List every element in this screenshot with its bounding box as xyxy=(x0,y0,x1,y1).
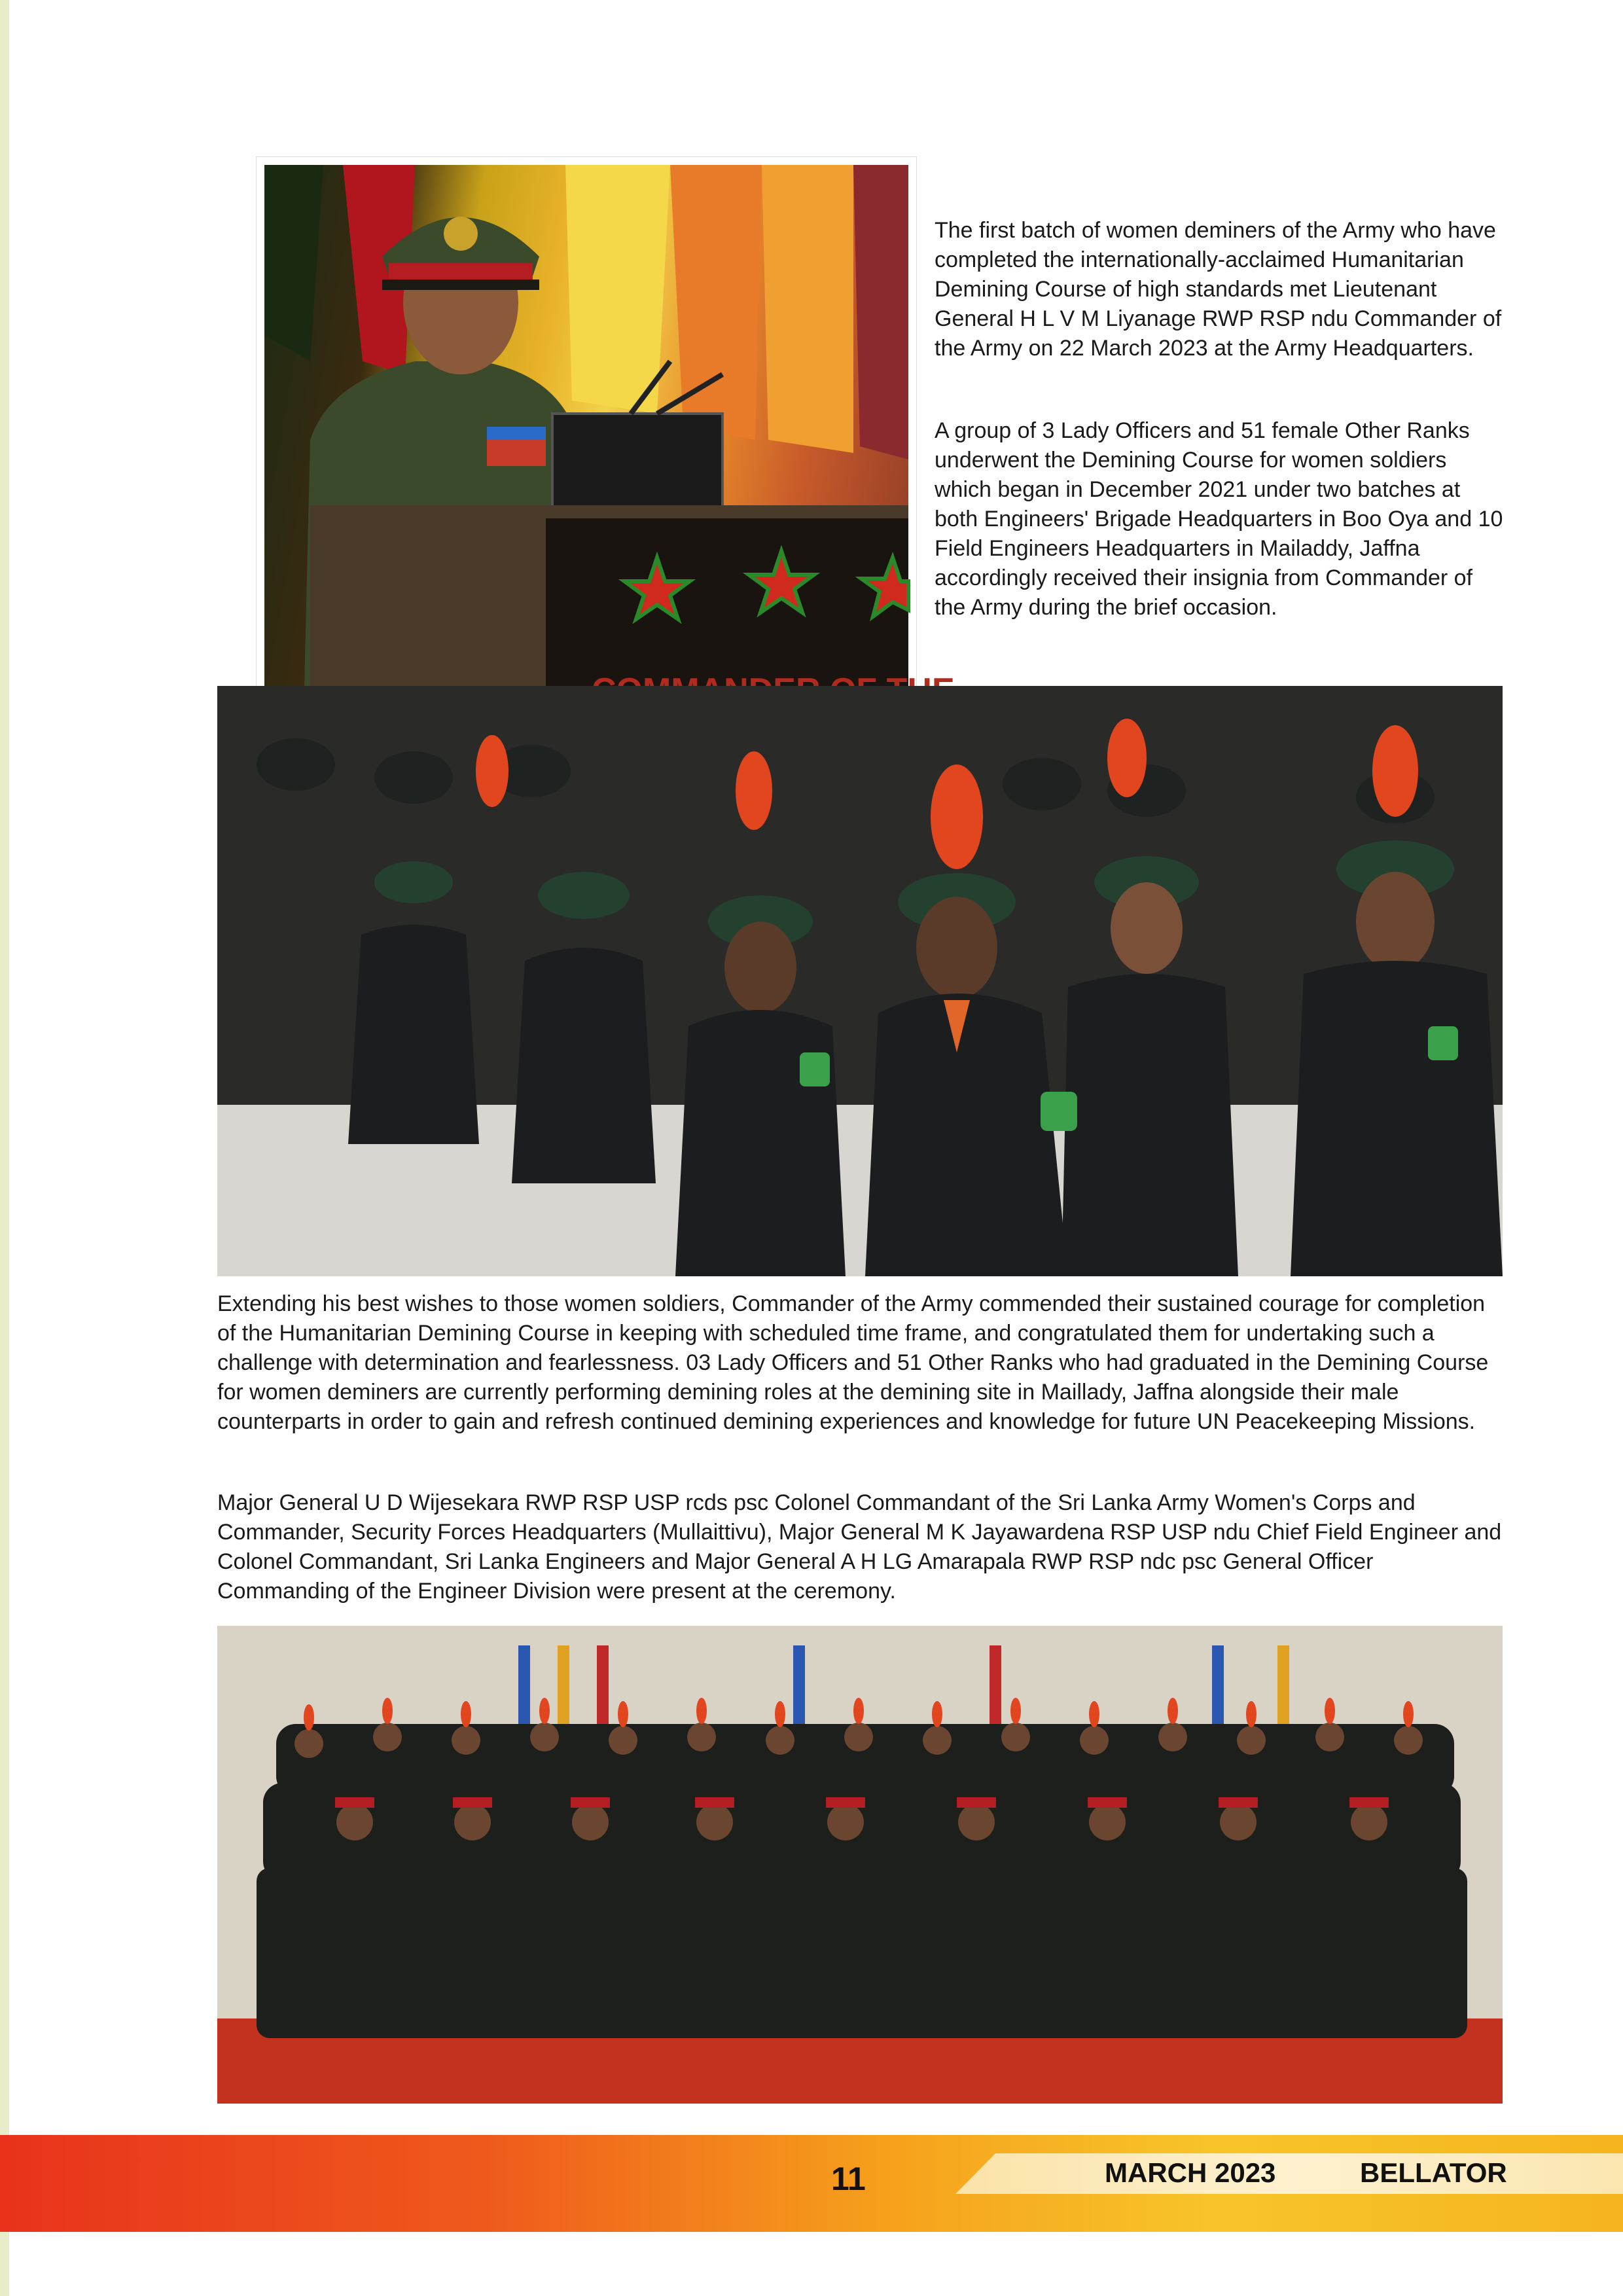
issue-date: MARCH 2023 xyxy=(1105,2157,1276,2188)
commander-photo xyxy=(257,157,916,721)
footer-tab xyxy=(955,2153,1623,2194)
women-soldiers-illustration xyxy=(217,686,1503,1276)
intro-paragraph: The first batch of women deminers of the Army who have completed the internationally-acclaimed Humanitarian Demining Course of high standards met Lieutenant General H L V M Liyanage RWP RSP ndu Commander of the Army on 22 March 2023 at the Army Headquarters. xyxy=(935,218,1502,361)
course-paragraph: A group of 3 Lady Officers and 51 female Other Ranks underwent the Demining Course for women soldiers which began in December 2021 under two batches at both Engineers' Brigade Headquarters in Boo Oya and 10 Field Engineers Headquarters in Mailaddy, Jaffna accordingly received their insignia from Commander of the Army during the brief occasion. xyxy=(935,418,1503,620)
group-illustration xyxy=(217,1626,1503,2104)
women-soldiers-photo xyxy=(217,686,1503,1276)
publication-name: BELLATOR xyxy=(1360,2157,1507,2188)
commander-illustration xyxy=(264,165,908,713)
page-edge-rule xyxy=(0,0,9,2296)
group-photo xyxy=(217,1626,1503,2104)
wishes-paragraph: Extending his best wishes to those women soldiers, Commander of the Army commended their sustained courage for completion of the Humanitarian Demining Course in keeping with scheduled time frame, and congratulated them for undertaking such a challenge with determination and fearlessness. 03 Lady Officers and 51 Other Ranks who had graduated in the Demining Course for women deminers are currently performing demining roles at the demining site in Maillady, Jaffna alongside their male counterparts in order to gain and refresh continued demining experiences and knowledge for future UN Peacekeeping Missions. xyxy=(217,1291,1489,1434)
attendees-paragraph: Major General U D Wijesekara RWP RSP USP rcds psc Colonel Commandant of the Sri Lanka Army Women's Corps and Commander, Security Forces Headquarters (Mullaittivu), Major General M K Jayawardena RSP USP ndu Chief Field Engineer and Colonel Commandant, Sri Lanka Engineers and Major General A H LG Amarapala RWP RSP ndc psc General Officer Commanding of the Engineer Division were present at the ceremony. xyxy=(217,1490,1502,1604)
page-number: 11 xyxy=(831,2161,866,2197)
commander-photo-image xyxy=(264,165,908,713)
